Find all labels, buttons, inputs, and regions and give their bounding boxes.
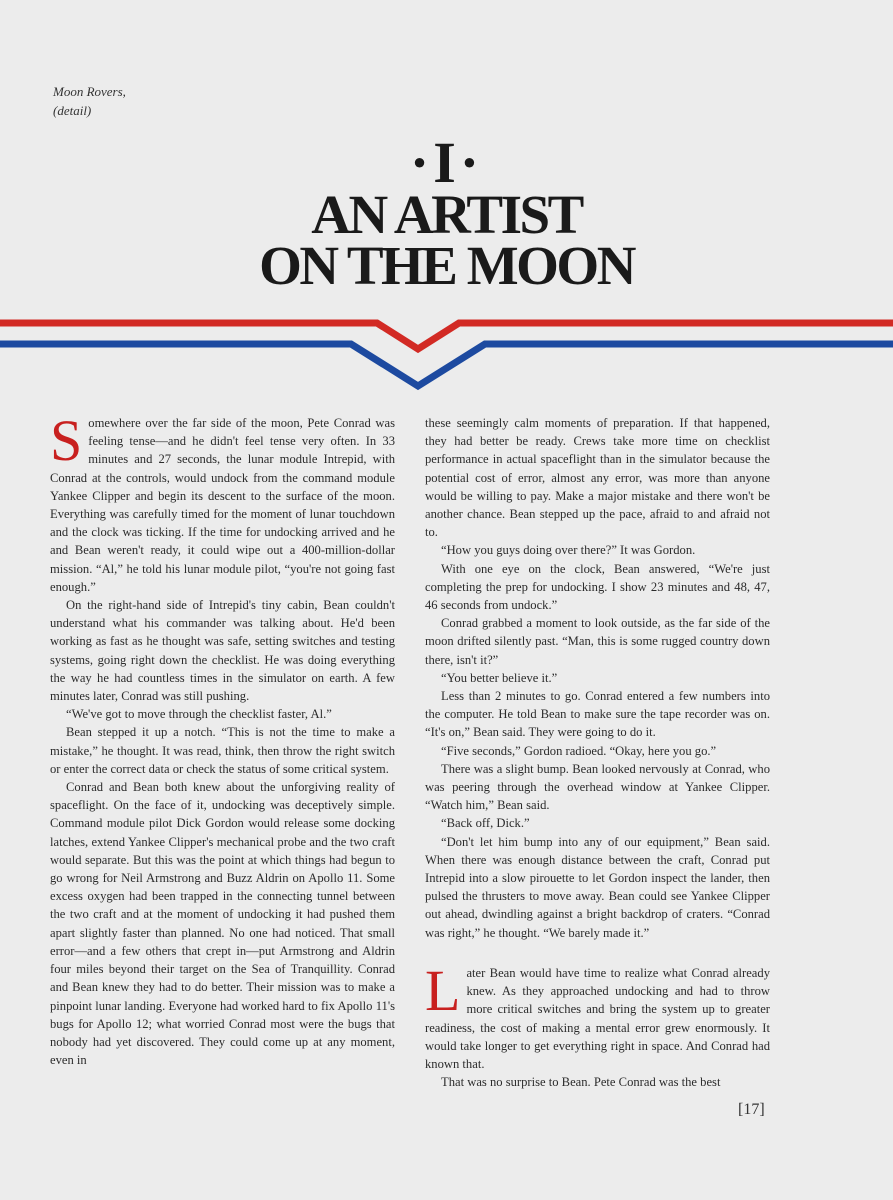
body-paragraph (425, 560, 770, 615)
paragraph-text: “You better believe it.” (441, 670, 558, 685)
page-number: [17] (738, 1101, 765, 1118)
body-paragraph (425, 833, 770, 942)
left-text-column (50, 408, 395, 1069)
caption-title: Moon Rovers, (53, 84, 126, 99)
paragraph-text: With one eye on the clock, Bean answered, “We're just completing the prep for undocking. I show 23 minutes and 48, 47, 46 seconds from undock.” (425, 561, 770, 613)
paragraph-text: these seemingly calm moments of preparation. If that happened, they had better be ready. Crews take more time on checklist performance in actual spaceflight than in the simulator because the potential cost of error, almost any error, was more than anyone would be willing to pay. Make a major mistake and there won't be another chance. Bean stepped up the pace, afraid to and afraid not to. (425, 416, 770, 540)
paragraph-text: Conrad and Bean both knew about the unforgiving reality of spaceflight. On the face of it, undocking was deceptively simple. Command module pilot Dick Gordon would release some docking latches, extend Yankee Clipper's mechanical probe and the two craft would separate. But this was the point at which things had begun to go wrong for Neil Armstrong and Buzz Aldrin on Apollo 11. Some excess oxygen had been trapped in the connecting tunnel between the two craft and at the moment of undocking it had pushed them apart slightly faster than planned. No one had noticed. That small error—and a few others that crept in—put Armstrong and Aldrin four miles beyond their target on the Sea of Tranquillity. Conrad and Bean knew they had to do better. Their mission was to make a pinpoint lunar landing. Everyone had worked hard to fix Apollo 11's bugs for Apollo 12; what worried Conrad most were the bugs that nobody had yet discovered. They could come up at any moment, even in (50, 780, 395, 1068)
body-paragraph (425, 1073, 770, 1091)
body-paragraph (425, 541, 770, 559)
caption-detail: (detail) (53, 103, 92, 118)
paragraph-text: “Don't let him bump into any of our equipment,” Bean said. When there was enough distance between the craft, Conrad put Intrepid into a slow pirouette to let Gordon inspect the lander, then pulsed the thrusters to move away. Bean could see Yankee Clipper out ahead, dwindling against a bright backdrop of craters. “Conrad was right,” he thought. “We barely made it.” (425, 834, 770, 940)
body-paragraph (50, 778, 395, 1069)
paragraph-text: “How you guys doing over there?” It was Gordon. (441, 543, 696, 558)
body-paragraph (425, 742, 770, 760)
paragraph-text: There was a slight bump. Bean looked nervously at Conrad, who was peering through the overhead window at Yankee Clipper. “Watch him,” Bean said. (425, 761, 770, 813)
body-paragraph (425, 614, 770, 669)
chevron-stripes-divider (0, 312, 893, 397)
image-caption (53, 82, 126, 120)
paragraph-text: “Five seconds,” Gordon radioed. “Okay, here you go.” (441, 743, 717, 758)
paragraph-text: “We've got to move through the checklist faster, Al.” (66, 707, 332, 722)
chapter-title (0, 184, 893, 296)
paragraph-text: Conrad grabbed a moment to look outside, as the far side of the moon drifted silently past. “Man, this is some rugged country down there, isn't it?” (425, 616, 770, 667)
paragraph-text: “Back off, Dick.” (441, 816, 530, 831)
body-paragraph (50, 408, 395, 596)
body-paragraph (425, 687, 770, 742)
section-break (425, 942, 770, 964)
right-text-column (425, 414, 770, 1091)
body-paragraph (425, 414, 770, 541)
drop-cap: S (50, 408, 83, 473)
chapter-title-line1: AN ARTIST (311, 184, 582, 245)
paragraph-text: Less than 2 minutes to go. Conrad entered a few numbers into the computer. He told Bean to make sure the tape recorder was on. “It's on,” Bean said. They were going to do it. (425, 689, 770, 740)
body-paragraph (50, 723, 395, 778)
body-paragraph (425, 760, 770, 815)
paragraph-text: That was no surprise to Bean. Pete Conrad was the best (441, 1075, 721, 1090)
body-paragraph (425, 814, 770, 832)
chapter-number: ·I· (409, 130, 484, 195)
chapter-title-line2: ON THE MOON (259, 235, 634, 296)
blue-stripe (0, 344, 893, 386)
paragraph-text: On the right-hand side of Intrepid's tiny cabin, Bean couldn't understand what his commander was talking about. He'd been working as fast as he thought was safe, setting switches and testing systems, going right down the checklist. He was doing everything the way he had countless times in the simulator on earth. A few minutes later, Conrad was still pushing. (50, 598, 395, 704)
drop-cap: L (425, 957, 461, 1023)
paragraph-text: omewhere over the far side of the moon, Pete Conrad was feeling tense—and he didn't feel tense very often. In 33 minutes and 27 seconds, the lunar module Intrepid, with Conrad at the controls, would undock from the command module Yankee Clipper and begin its descent to the surface of the moon. Everything was carefully timed for the moment of lunar touchdown and the clock was ticking. If the time for undocking arrived and he and Bean weren't ready, it could wipe out a 400-million-dollar mission. “Al,” he told his lunar module pilot, “you're not going fast enough.” (50, 416, 395, 594)
paragraph-text: Bean stepped it up a notch. “This is not the time to make a mistake,” he thought. It was read, think, then throw the right switch or enter the correct data or check the status of some critical system. (50, 725, 395, 776)
body-paragraph (50, 705, 395, 723)
body-paragraph (50, 596, 395, 705)
body-paragraph (425, 957, 770, 1073)
body-paragraph (425, 669, 770, 687)
paragraph-text: ater Bean would have time to realize what Conrad already knew. As they approached undocking and had to throw more critical switches and bring the system up to greater readiness, the cost of making a mental error grew enormously. It would take longer to get everything right in space. And Conrad had known that. (425, 965, 770, 1071)
